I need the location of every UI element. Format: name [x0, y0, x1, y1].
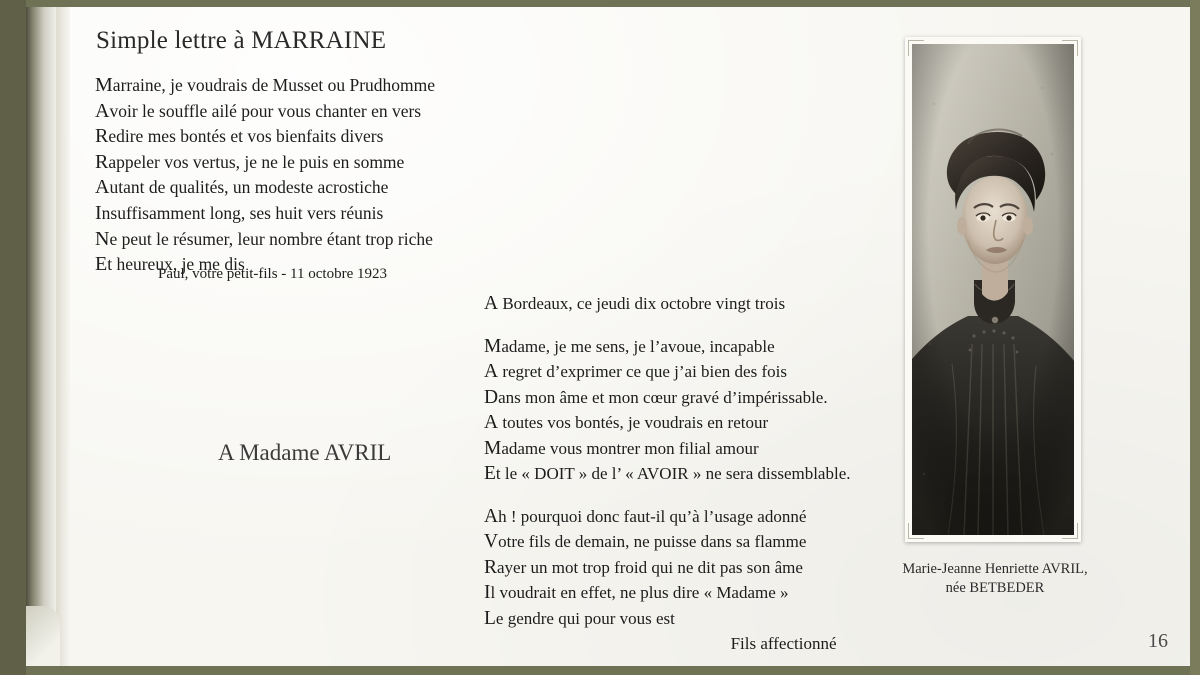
- letter-initial: E: [484, 463, 496, 484]
- letter-initial: D: [484, 386, 499, 408]
- acrostic-initial: R: [95, 125, 109, 148]
- letter-initial: I: [484, 582, 491, 603]
- portrait-photograph: [912, 44, 1074, 535]
- page-curl: [26, 606, 60, 666]
- letter-initial: M: [484, 437, 502, 459]
- acrostic-initial: I: [95, 201, 102, 224]
- acrostic-initial: E: [95, 253, 108, 276]
- dedication-heading: A Madame AVRIL: [218, 440, 392, 465]
- letter-line: otre fils de demain, ne puisse dans sa flamme: [498, 532, 807, 551]
- frame-top-border: [0, 0, 1200, 7]
- acrostic-line: edire mes bontés et vos bienfaits divers: [108, 126, 384, 147]
- frame-right-border: [1190, 0, 1200, 675]
- letter-body: [484, 291, 851, 657]
- letter-date-line: Bordeaux, ce jeudi dix octobre vingt trois: [498, 294, 786, 313]
- letter-line: adame vous montrer mon filial amour: [501, 438, 759, 458]
- book-spine-edge: [56, 7, 70, 666]
- letter-line: toutes vos bontés, je voudrais en retour: [498, 413, 769, 432]
- letter-initial: M: [484, 335, 502, 357]
- letter-initial: V: [484, 531, 499, 552]
- acrostic-line: e peut le résumer, leur nombre étant trop riche: [109, 228, 433, 249]
- acrostic-initial: A: [95, 176, 110, 199]
- book-spine: [26, 7, 56, 666]
- letter-closing: Fils affectionné: [730, 634, 837, 653]
- acrostic-initial: N: [95, 227, 110, 250]
- stanza-gap: [484, 317, 851, 334]
- letter-line: t le « DOIT » de l’ « AVOIR » ne sera dissemblable.: [495, 464, 851, 483]
- poem-title: [96, 27, 386, 55]
- page-number: 16: [1148, 630, 1168, 652]
- acrostic-initial: A: [95, 99, 110, 122]
- letter-initial: A: [484, 293, 499, 314]
- letter-line: ayer un mot trop froid qui ne dit pas son âme: [497, 557, 803, 577]
- acrostic-line: nsuffisamment long, ses huit vers réunis: [101, 202, 384, 223]
- letter-initial: L: [484, 607, 496, 629]
- acrostic-line: t heureux, je me dis: [107, 254, 245, 275]
- acrostic-poem: [95, 73, 435, 278]
- acrostic-initial: M: [95, 74, 113, 96]
- letter-initial: A: [484, 505, 499, 527]
- letter-initial: A: [484, 361, 499, 382]
- photo-caption-line2: née BETBEDER: [945, 580, 1045, 596]
- poem-signature: Paul, votre petit-fils - 11 octobre 1923: [158, 266, 387, 282]
- letter-initial: A: [484, 412, 499, 433]
- frame-bottom-border: [0, 666, 1200, 675]
- letter-line: adame, je me sens, je l’avoue, incapable: [501, 336, 775, 356]
- acrostic-line: appeler vos vertus, je ne le puis en somme: [108, 151, 405, 172]
- photo-caption: [900, 560, 1090, 598]
- acrostic-line: voir le souffle ailé pour vous chanter en vers: [109, 100, 422, 121]
- stanza-gap: [484, 487, 851, 504]
- frame-left-border: [0, 0, 26, 675]
- acrostic-line: arraine, je voudrais de Musset ou Prudhomme: [112, 75, 436, 95]
- poem-title-name: MARRAINE: [251, 27, 387, 54]
- acrostic-line: utant de qualités, un modeste acrostiche: [109, 177, 389, 198]
- letter-line: h ! pourquoi donc faut-il qu’à l’usage adonné: [498, 506, 807, 526]
- acrostic-initial: R: [95, 150, 109, 173]
- letter-line: regret d’exprimer ce que j’ai bien des fois: [498, 362, 787, 381]
- letter-line: e gendre qui pour vous est: [495, 608, 675, 628]
- letter-line: ans mon âme et mon cœur gravé d’impérissable.: [498, 387, 828, 407]
- poem-title-prefix: Simple lettre à: [96, 27, 252, 54]
- letter-initial: R: [484, 556, 498, 578]
- photo-caption-line1: Marie-Jeanne Henriette AVRIL,: [902, 561, 1088, 577]
- photo-frame: [905, 37, 1081, 542]
- letter-line: l voudrait en effet, ne plus dire « Madame »: [490, 583, 789, 602]
